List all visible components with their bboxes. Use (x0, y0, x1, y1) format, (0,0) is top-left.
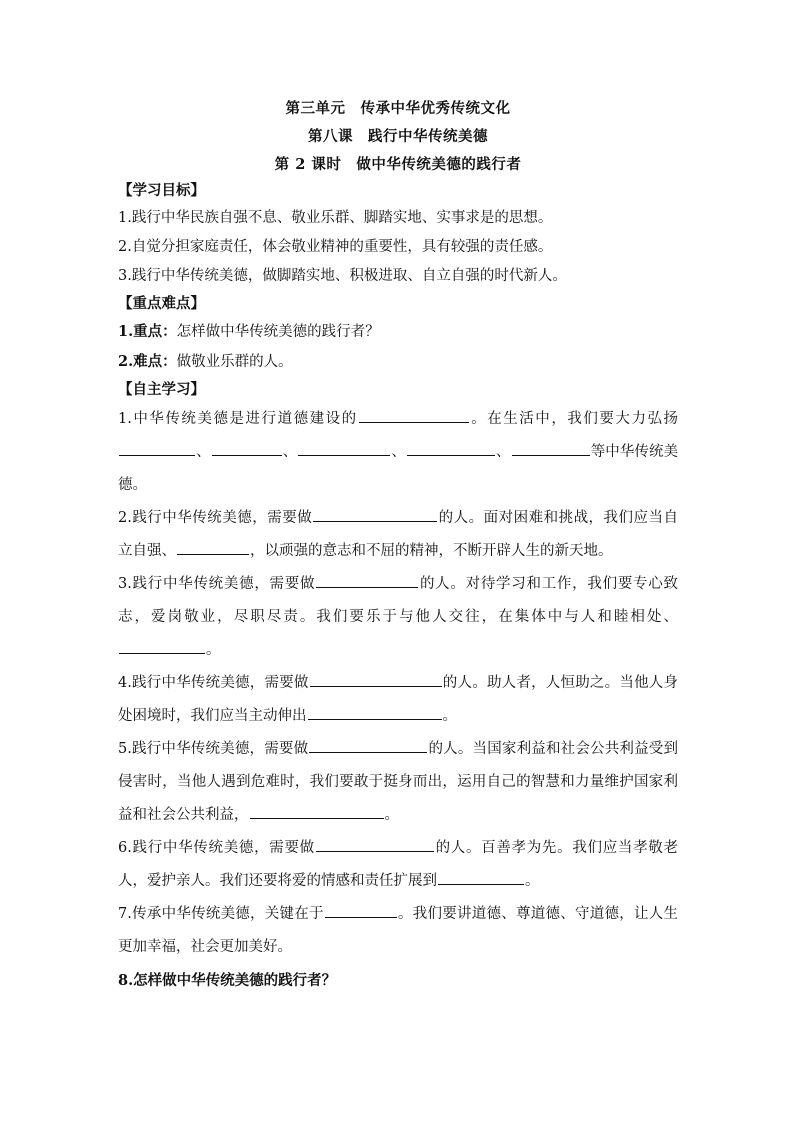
answer-blank[interactable] (316, 835, 434, 852)
separator: 、 (391, 444, 406, 460)
separator: 、 (282, 444, 298, 460)
answer-blank[interactable] (119, 637, 205, 654)
difficult-point (118, 347, 678, 377)
question-text: 3.践行中华传统美德，需要做 (118, 576, 316, 592)
question-text: 。 (384, 807, 399, 823)
worksheet-page (118, 96, 678, 998)
question-text: 。 (206, 642, 221, 658)
selfstudy-heading: 【自主学习】 (118, 381, 205, 398)
objective-item: 3.践行中华传统美德，做脚踏实地、积极进取、自立自强的时代新人。 (118, 268, 567, 284)
answer-blank[interactable] (119, 439, 195, 456)
key-point (118, 317, 678, 347)
answer-blank[interactable] (309, 736, 427, 753)
separator: 、 (495, 444, 511, 460)
unit-title: 第三单元 传承中华优秀传统文化 (285, 100, 511, 117)
question-text: 的人。当国家利益和社会公共利益受到侵害时，当他人遇到危难时，我们要敢于挺身而出，运用自己的智慧和力量维护国家利益和社会公共利益， (118, 741, 679, 823)
question-7 (118, 898, 678, 964)
question-text: 。 (442, 708, 457, 724)
objectives-heading: 【学习目标】 (118, 182, 205, 199)
answer-blank[interactable] (250, 802, 384, 819)
answer-blank[interactable] (313, 505, 437, 522)
difficult-point-label: 2.难点： (118, 353, 177, 370)
question-text: ，以顽强的意志和不屈的精神，不断开辟人生的新天地。 (250, 543, 613, 559)
question-2 (118, 502, 678, 568)
question-text: 的人。对待学习和工作，我们要专心致志，爱岗敬业，尽职尽责。我们要乐于与他人交往，在集体中与人和睦相处、 (118, 576, 678, 625)
question-text: 的人。助人者，人恒助之。当他人身处困境时，我们应当主动伸出 (118, 675, 678, 724)
answer-blank[interactable] (298, 439, 390, 456)
question-3 (118, 568, 678, 667)
question-text: 7.传承中华传统美德，关键在于 (118, 906, 324, 922)
answer-blank[interactable] (325, 901, 397, 918)
question-8 (118, 964, 678, 998)
answer-blank[interactable] (316, 571, 418, 588)
lesson-title: 第八课 践行中华传统美德 (308, 128, 488, 145)
question-6 (118, 832, 678, 898)
difficult-point-text: 做敬业乐群的人。 (176, 354, 293, 370)
answer-blank[interactable] (407, 439, 495, 456)
keypoints-heading: 【重点难点】 (118, 295, 205, 312)
question-text: 1.中华传统美德是进行道德建设的 (118, 411, 358, 427)
answer-blank[interactable] (310, 670, 442, 687)
question-4 (118, 667, 678, 733)
question-5 (118, 733, 678, 832)
separator: 、 (196, 444, 211, 460)
answer-blank[interactable] (177, 538, 249, 555)
question-text: 4.践行中华传统美德，需要做 (118, 675, 309, 691)
period-title: 第 2 课时 做中华传统美德的践行者 (274, 156, 522, 173)
key-point-label: 1.重点： (118, 323, 177, 340)
question-text: 8.怎样做中华传统美德的践行者？ (118, 972, 337, 989)
answer-blank[interactable] (438, 868, 524, 885)
answer-blank[interactable] (212, 439, 282, 456)
objective-item: 1.践行中华民族自强不息、敬业乐群、脚踏实地、实事求是的思想。 (118, 210, 553, 226)
question-text: 。我们要讲道德、尊道德、守道德，让人生更加幸福，社会更加美好。 (118, 906, 678, 955)
answer-blank[interactable] (308, 703, 442, 720)
question-text: 的人。百善孝为先。我们应当孝敬老人，爱护亲人。我们还要将爱的情感和责任扩展到 (118, 840, 678, 889)
objective-item: 2.自觉分担家庭责任，体会敬业精神的重要性，具有较强的责任感。 (118, 239, 553, 255)
answer-blank[interactable] (512, 439, 590, 456)
question-text: 的人。面对困难和挑战，我们应当自立自强、 (118, 510, 678, 559)
question-text: 等中华传统美德。 (118, 444, 679, 493)
question-text: 。 (525, 873, 540, 889)
answer-blank[interactable] (359, 406, 469, 423)
question-text: 6.践行中华传统美德，需要做 (118, 840, 315, 856)
question-text: 2.践行中华传统美德，需要做 (118, 510, 313, 526)
key-point-text: 怎样做中华传统美德的践行者？ (176, 324, 380, 340)
question-text: 5.践行中华传统美德，需要做 (118, 741, 309, 757)
question-text: 。在生活中，我们要大力弘扬 (469, 411, 678, 427)
question-1 (118, 403, 678, 502)
